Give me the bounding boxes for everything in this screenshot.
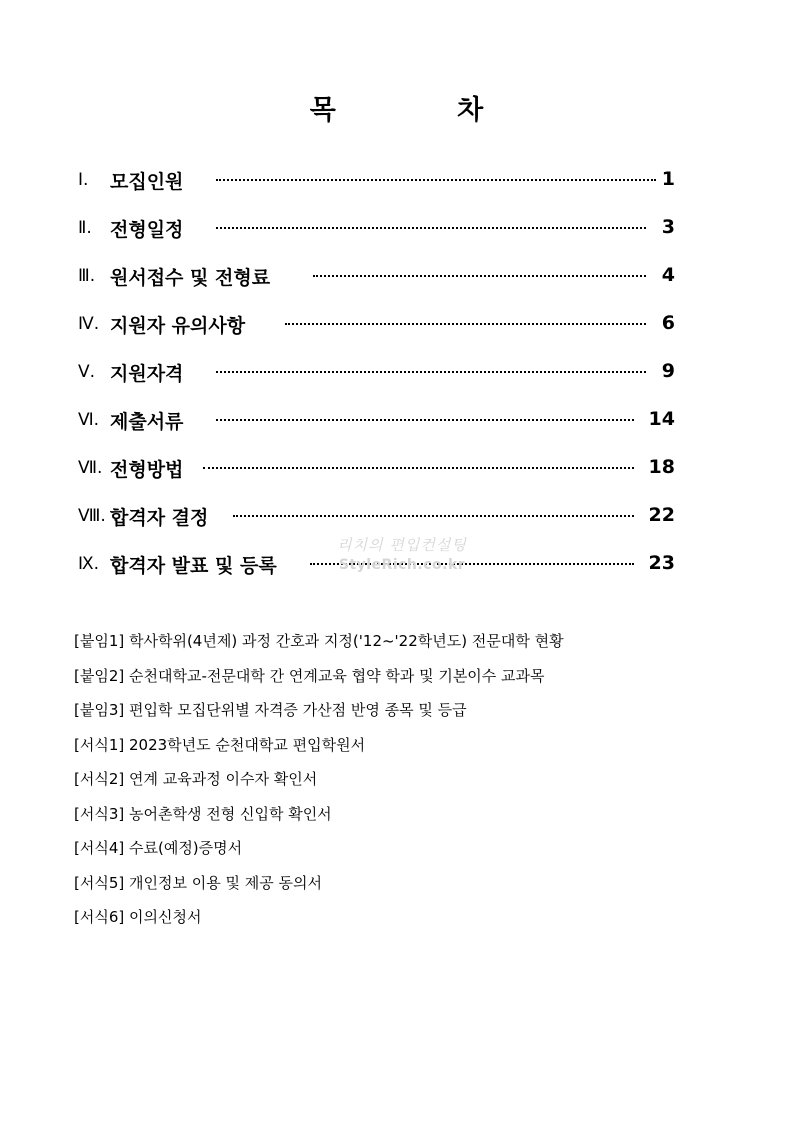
toc-row-3	[78, 256, 270, 296]
watermark	[322, 534, 482, 573]
toc-number: Ⅶ.	[78, 458, 103, 478]
attachment-item: [서식3] 농어촌학생 전형 신입학 확인서	[74, 804, 332, 823]
toc-label: 합격자 결정	[110, 506, 209, 529]
attachment-list	[74, 628, 724, 939]
toc-page-number: 22	[648, 504, 675, 526]
toc-row-8	[78, 496, 208, 536]
attachment-item: [서식6] 이의신청서	[74, 908, 202, 926]
toc-page-number: 14	[648, 408, 675, 430]
toc-leader-dots	[285, 323, 646, 325]
toc-leader-dots	[203, 467, 634, 469]
toc-number: Ⅱ.	[78, 218, 92, 238]
toc-row-1	[78, 160, 183, 200]
toc-page-number: 9	[661, 360, 675, 382]
toc-row-2	[78, 208, 183, 248]
attachment-item: [서식2] 연계 교육과정 이수자 확인서	[74, 770, 318, 788]
toc-page-number: 3	[661, 216, 675, 238]
toc-page-number: 23	[648, 552, 675, 574]
toc-page-number: 1	[661, 168, 675, 190]
toc-leader-dots	[313, 275, 646, 277]
toc-page-number: 18	[648, 456, 675, 478]
toc-label: 원서접수 및 전형료	[110, 266, 271, 289]
toc-page-number: 6	[661, 312, 675, 334]
toc-number: Ⅷ.	[78, 506, 106, 526]
toc-number: Ⅴ.	[78, 362, 96, 382]
toc-label: 모집인원	[110, 170, 184, 193]
toc-leader-dots	[310, 563, 634, 565]
watermark-text: 리치의 편입컨설팅	[337, 536, 467, 554]
attachment-item: [서식1] 2023학년도 순천대학교 편입학원서	[74, 735, 366, 754]
toc-leader-dots	[216, 419, 634, 421]
toc-label: 전형방법	[110, 458, 184, 481]
toc-label: 합격자 발표 및 등록	[110, 554, 277, 577]
toc-leader-dots	[233, 515, 634, 517]
toc-leader-dots	[216, 227, 646, 229]
toc-row-6	[78, 400, 183, 440]
toc-row-4	[78, 304, 245, 344]
toc-row-7	[78, 448, 183, 488]
toc-label: 지원자 유의사항	[110, 314, 246, 337]
toc-leader-dots	[216, 371, 646, 373]
attachment-item: [붙임2] 순천대학교-전문대학 간 연계교육 협약 학과 및 기본이수 교과목	[74, 666, 545, 685]
attachment-item: [서식4] 수료(예정)증명서	[74, 839, 243, 857]
toc-number: Ⅰ.	[78, 170, 89, 190]
toc-row-5	[78, 352, 183, 392]
attachment-item: [붙임1] 학사학위(4년제) 과정 간호과 지정('12~'22학년도) 전문대학 현황	[74, 632, 564, 650]
toc-page-number: 4	[661, 264, 675, 286]
toc-label: 지원자격	[110, 362, 184, 385]
toc-label: 전형일정	[110, 218, 184, 241]
toc-number: Ⅸ.	[78, 554, 100, 574]
toc-number: Ⅳ.	[78, 314, 100, 334]
toc-number: Ⅲ.	[78, 266, 96, 286]
toc-label: 제출서류	[110, 410, 184, 433]
attachment-item: [서식5] 개인정보 이용 및 제공 동의서	[74, 873, 322, 892]
attachment-item: [붙임3] 편입학 모집단위별 자격증 가산점 반영 종목 및 등급	[74, 701, 467, 719]
watermark-url: StyleRich.co.kr	[338, 557, 466, 573]
toc-number: Ⅵ.	[78, 410, 100, 430]
page-title: 목 차	[309, 95, 540, 126]
toc-row-9	[78, 544, 277, 584]
toc-leader-dots	[216, 179, 656, 181]
